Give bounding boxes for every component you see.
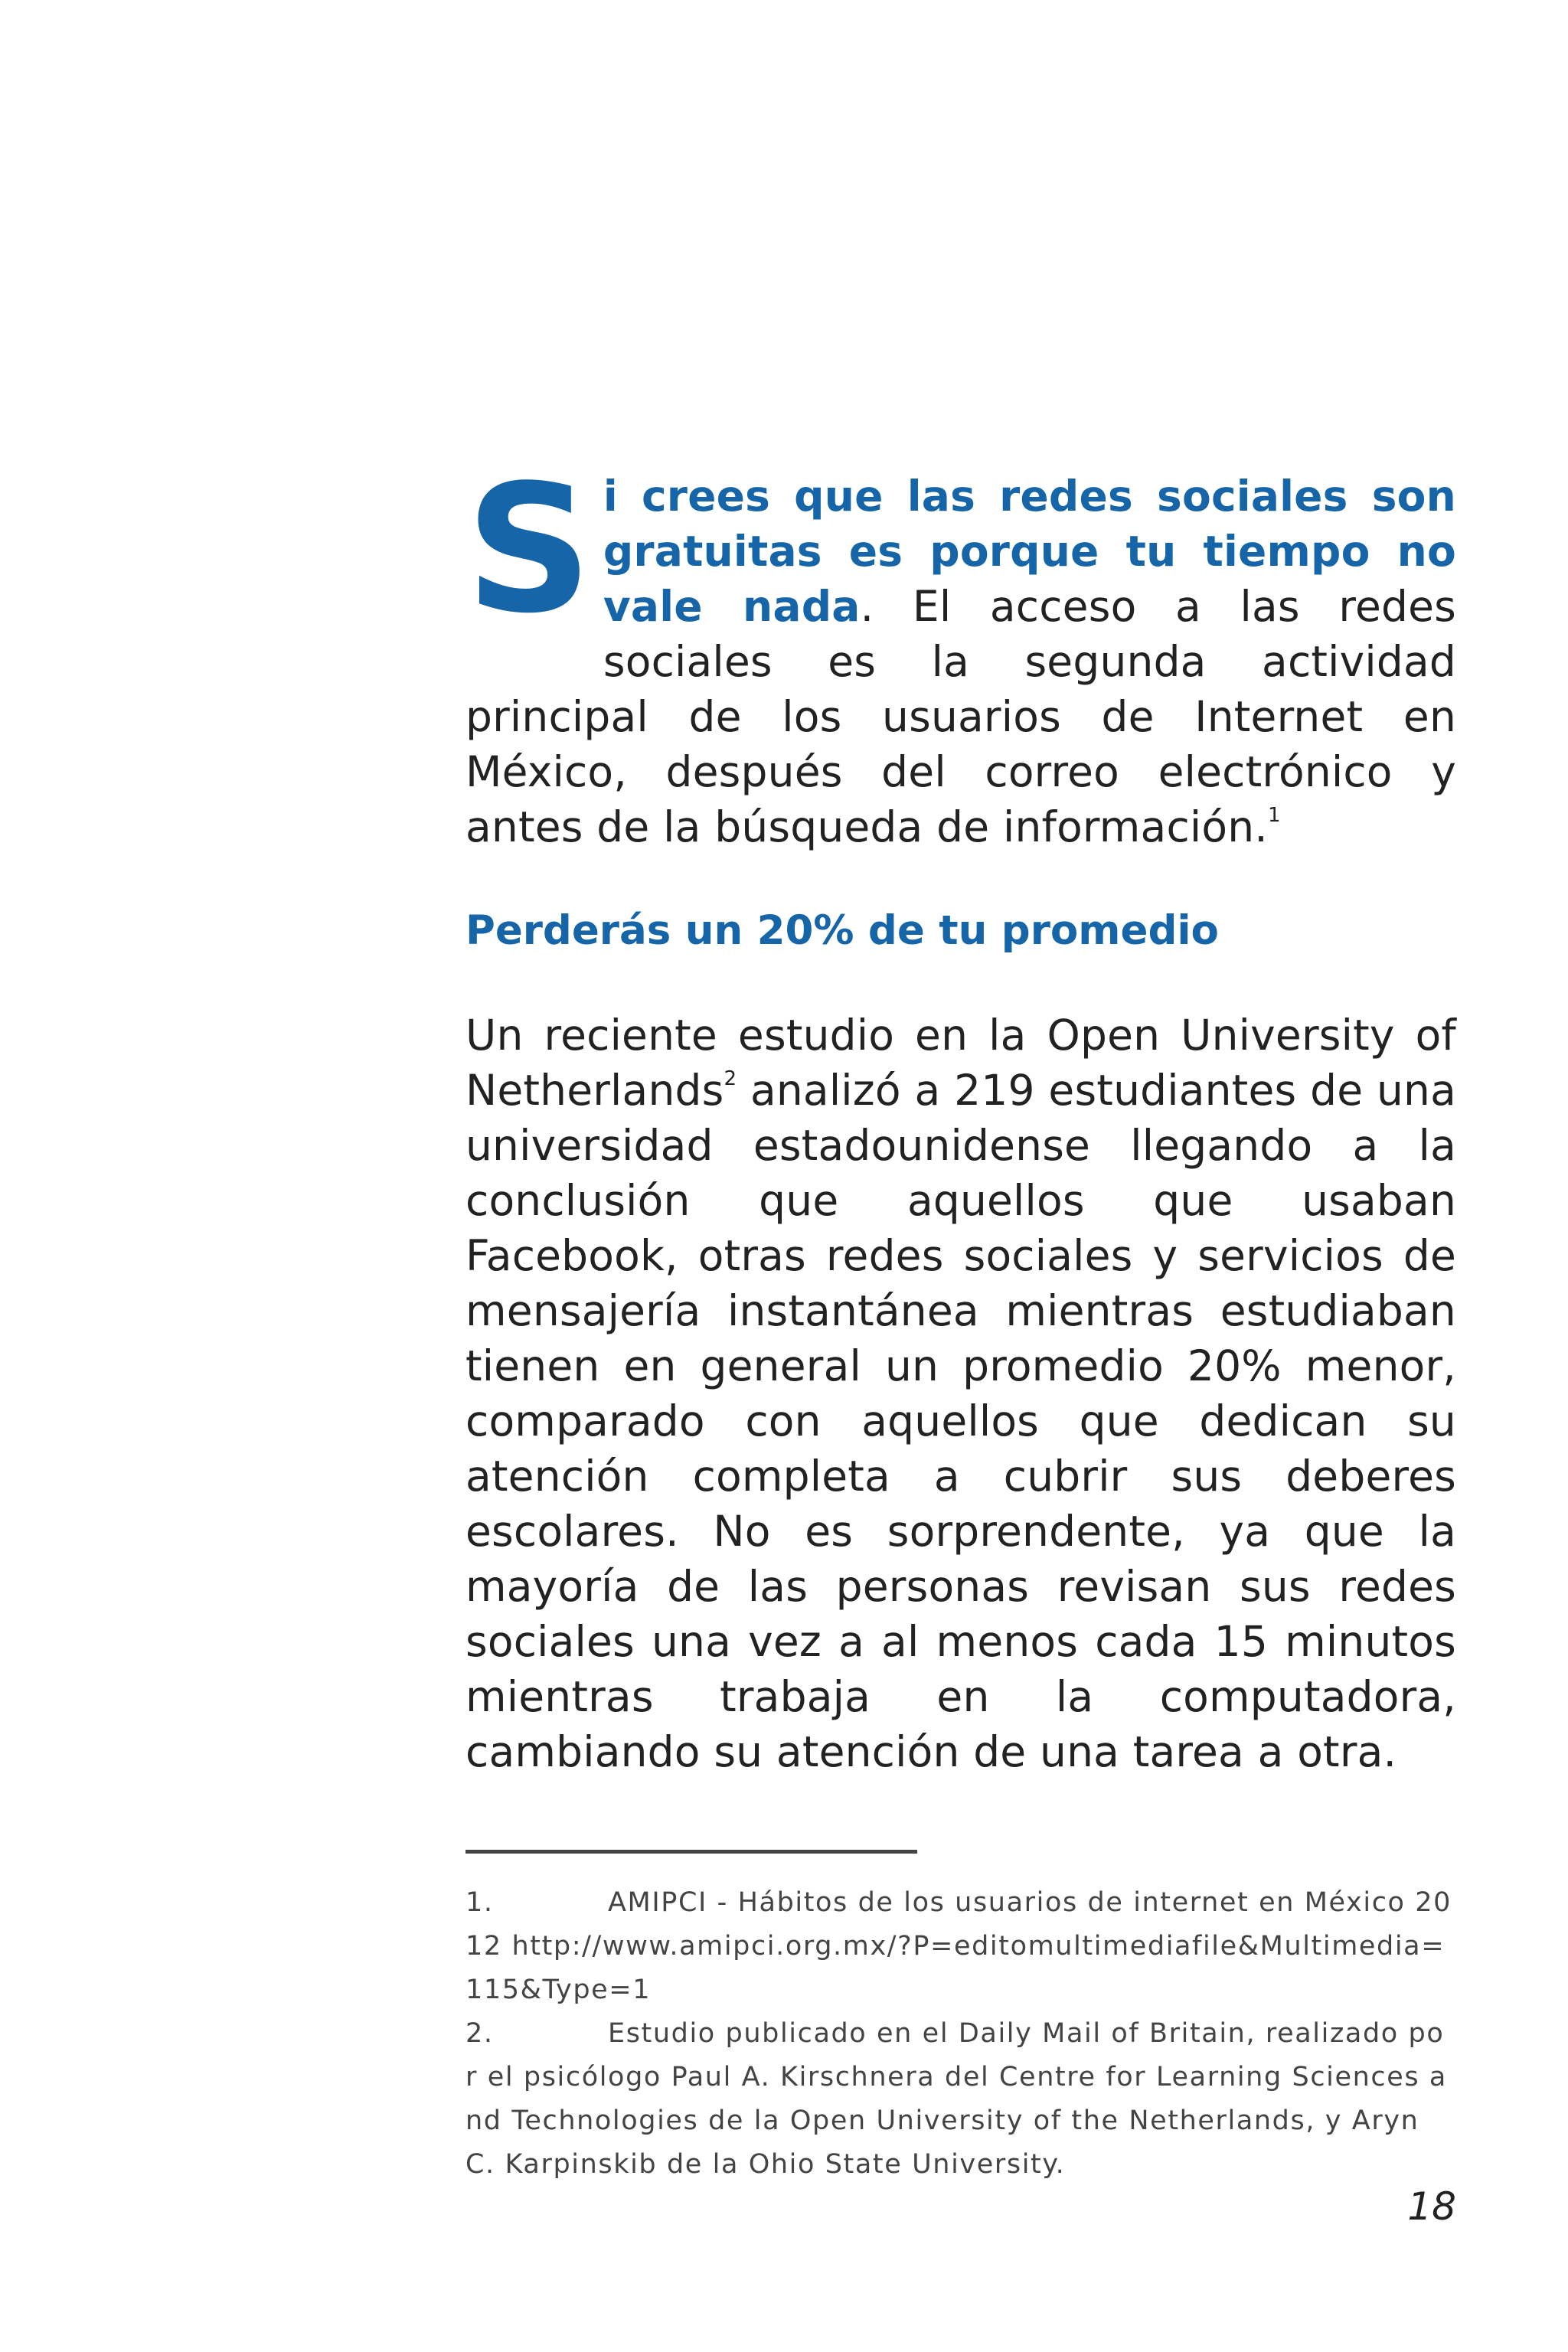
intro-text: . El acceso a las redes sociales es la segunda actividad principal de los usuarios de Internet en México, después del correo electrónico y antes de la búsqueda de información. [466,582,1456,851]
article-content [466,448,1456,2187]
drop-cap: S [466,448,593,652]
footnote-text: Estudio publicado en el Daily Mail of Britain, realizado por el psicólogo Paul A. Kirschnera del Centre for Learning Sciences and Technologies de la Open University of the Netherlands, y Aryn C. Karpinskib de la Ohio State University. [466,2018,1447,2180]
body-text-part1: Un reciente estudio en la Open University of Netherlands [466,1011,1456,1115]
section-heading: Perderás un 20% de tu promedio [466,907,1219,954]
footnote-2 [466,2012,1456,2187]
intro-paragraph [466,448,1456,854]
footnote-number: 2. [466,2018,494,2049]
footnotes [466,1881,1456,2187]
body-paragraph [466,1008,1456,1779]
page-number: 18 [1407,2184,1456,2229]
footnote-divider [466,1850,917,1854]
footnote-text: AMIPCI - Hábitos de los usuarios de internet en México 2012 http://www.amipci.org.mx/?P=editomultimediafile&Multimedia=115&Type=1 [466,1887,1452,2005]
footnote-ref-1[interactable]: 1 [1267,804,1281,827]
footnote-1 [466,1881,1456,2012]
lead-phrase: i crees que las redes sociales son gratuitas es porque tu tiempo no vale nada [603,472,1456,631]
footnote-number: 1. [466,1887,494,1918]
body-text-part2: analizó a 219 estudiantes de una universidad estadounidense llegando a la conclusión que aquellos que usaban Facebook, otras redes sociales y servicios de mensajería instantánea mientras estudiaban tienen en general un promedio 20% menor, comparado con aquellos que dedican su atención completa a cubrir sus deberes escolares. No es sorprendente, ya que la mayoría de las personas revisan sus redes sociales una vez a al menos cada 15 minutos mientras trabaja en la computadora, cambiando su atención de una tarea a otra. [466,1066,1456,1776]
footnote-ref-2[interactable]: 2 [724,1067,737,1090]
